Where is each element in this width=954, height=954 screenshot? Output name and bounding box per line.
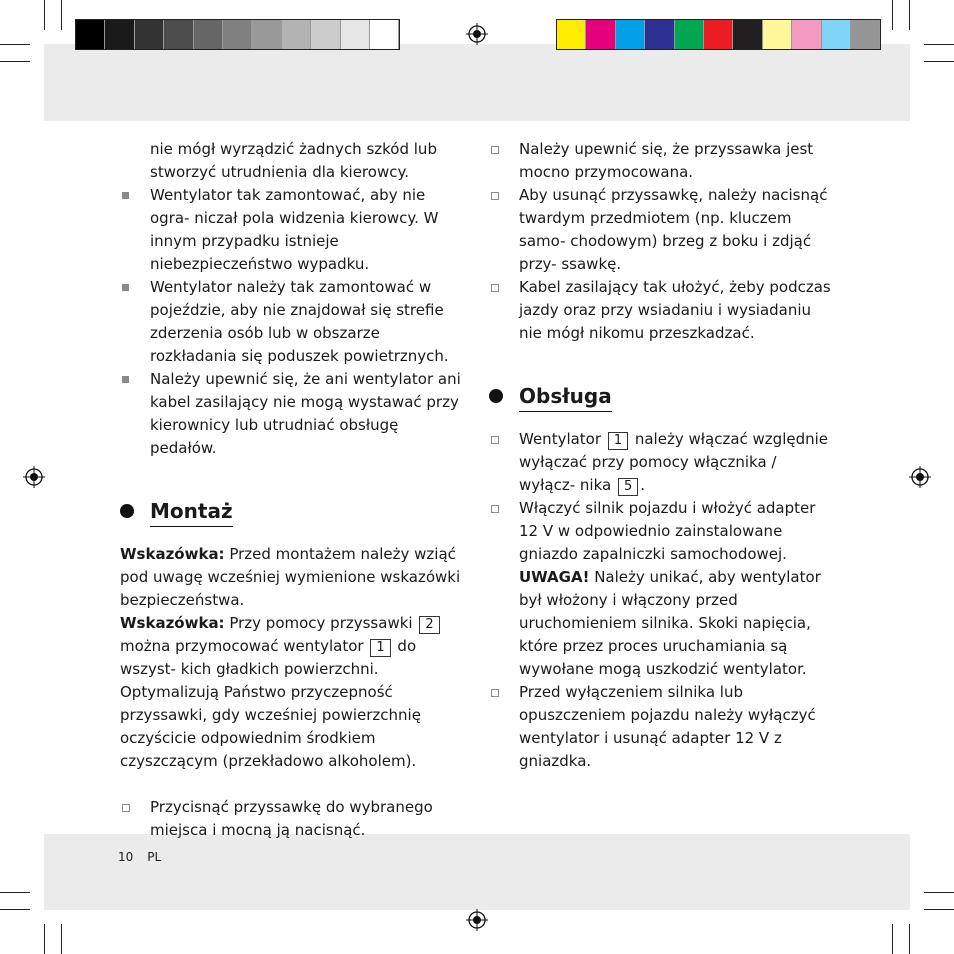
- list-item-text: należy włączać względnie wyłączać przy pomocy włącznika / wyłącz- nika: [519, 430, 829, 494]
- color-swatch: [105, 20, 134, 49]
- right-column: [489, 138, 834, 773]
- color-swatch: [164, 20, 193, 49]
- note-paragraph: [120, 543, 464, 612]
- registration-mark-icon: [466, 23, 488, 45]
- registration-mark-icon: [466, 909, 488, 931]
- heading-text: Montaż: [150, 498, 233, 527]
- heading-bullet-icon: [120, 504, 134, 518]
- checkbox-bullet-icon: [491, 192, 499, 200]
- crop-mark: [892, 0, 893, 30]
- part-reference-badge: 1: [370, 639, 390, 657]
- color-swatch: [704, 20, 733, 49]
- color-swatch: [763, 20, 792, 49]
- note-label: Wskazówka:: [120, 614, 225, 632]
- list-item-text: Włączyć silnik pojazdu i włożyć adapter 12 V w odpowiednio zainstalowane gniazdo zapalniczki samochodowej.: [519, 499, 816, 563]
- list-item: [120, 368, 464, 460]
- header-band: [44, 44, 910, 121]
- color-swatch: [341, 20, 370, 49]
- checkbox-bullet-icon: [491, 505, 499, 513]
- color-swatch: [194, 20, 223, 49]
- list-item-text: .: [640, 476, 646, 494]
- part-reference-badge: 5: [618, 478, 638, 496]
- list-item-text: Kabel zasilający tak ułożyć, żeby podczas jazdy oraz przy wsiadaniu i wysiadaniu nie mógł nikomu przeszkadzać.: [519, 278, 831, 342]
- list-item: [489, 681, 834, 773]
- heading-bullet-icon: [489, 389, 503, 403]
- part-reference-badge: 1: [608, 432, 628, 450]
- color-swatch: [76, 20, 105, 49]
- list-item: [489, 184, 834, 276]
- color-swatch: [370, 20, 399, 49]
- crop-mark: [44, 0, 45, 30]
- color-swatch: [223, 20, 252, 49]
- crop-mark: [924, 909, 954, 910]
- warning-text: Należy unikać, aby wentylator był włożony i włączony przed uruchomieniem silnika. Skoki napięcia, które przez proces uruchamiania są wywołane mogą uszkodzić wentylator.: [519, 568, 821, 678]
- crop-mark: [0, 61, 30, 62]
- list-item-text: nie mógł wyrządzić żadnych szkód lub stworzyć utrudnienia dla kierowcy.: [150, 140, 437, 181]
- crop-mark: [61, 924, 62, 954]
- heading-text: Obsługa: [519, 383, 612, 412]
- language-code: PL: [147, 850, 162, 864]
- checkbox-bullet-icon: [491, 284, 499, 292]
- note-text: do wszyst- kich gładkich powierzchni. Optymalizują Państwo przyczepność przyssawki, gdy wcześniej powierzchnię oczyścicie odpowiednim środkiem czyszczącym (przekładowo alkoholem).: [120, 637, 421, 770]
- note-label: Wskazówka:: [120, 545, 225, 563]
- color-swatch: [311, 20, 340, 49]
- color-swatch: [792, 20, 821, 49]
- checkbox-bullet-icon: [491, 146, 499, 154]
- note-text: można przymocować wentylator: [120, 637, 369, 655]
- color-swatch: [586, 20, 615, 49]
- list-item-text: Należy upewnić się, że przyssawka jest mocno przymocowana.: [519, 140, 814, 181]
- cmyk-color-bar: [556, 19, 881, 50]
- footer-band: [44, 834, 910, 910]
- color-swatch: [645, 20, 674, 49]
- crop-mark: [909, 924, 910, 954]
- list-item: [489, 276, 834, 345]
- crop-mark: [44, 924, 45, 954]
- list-item-continued: [120, 138, 464, 184]
- list-item: [120, 184, 464, 276]
- list-item-text: Wentylator: [519, 430, 606, 448]
- crop-mark: [61, 0, 62, 30]
- note-text: Przed montażem należy wziąć pod uwagę wcześniej wymienione wskazówki bezpieczeństwa.: [120, 545, 461, 609]
- color-swatch: [733, 20, 762, 49]
- checkbox-bullet-icon: [491, 689, 499, 697]
- list-item-text: Wentylator tak zamontować, aby nie ogra- niczał pola widzenia kierowcy. W innym przypadku istnieje niebezpieczeństwo wypadku.: [150, 186, 439, 273]
- crop-mark: [0, 892, 30, 893]
- registration-mark-icon: [909, 466, 931, 488]
- list-item: [489, 138, 834, 184]
- part-reference-badge: 2: [419, 616, 439, 634]
- note-paragraph: [120, 612, 464, 773]
- section-heading-montaz: [120, 498, 233, 527]
- square-bullet-icon: [122, 284, 129, 291]
- note-text: Przy pomocy przyssawki: [224, 614, 418, 632]
- color-swatch: [557, 20, 586, 49]
- section-heading-obsluga: [489, 383, 612, 412]
- list-item-text: Wentylator należy tak zamontować w pojeździe, aby nie znajdował się strefie zderzenia osób lub w obszarze rozkładania się poduszek powietrznych.: [150, 278, 449, 365]
- crop-mark: [0, 909, 30, 910]
- page-number: 10: [118, 850, 134, 864]
- color-swatch: [822, 20, 851, 49]
- square-bullet-icon: [122, 192, 129, 199]
- list-item-text: Przed wyłączeniem silnika lub opuszczeniem pojazdu należy wyłączyć wentylator i usunąć adapter 12 V z gniazdka.: [519, 683, 816, 770]
- color-swatch: [252, 20, 281, 49]
- list-item-text: Przycisnąć przyssawkę do wybranego miejsca i mocną ją nacisnąć.: [150, 798, 433, 839]
- list-item: [489, 428, 834, 497]
- checkbox-bullet-icon: [122, 804, 130, 812]
- crop-mark: [0, 44, 30, 45]
- color-swatch: [135, 20, 164, 49]
- list-item-text: Aby usunąć przyssawkę, należy nacisnąć twardym przedmiotem (np. kluczem samo- chodowym) brzeg z boku i zdjąć przy- ssawkę.: [519, 186, 828, 273]
- color-swatch: [282, 20, 311, 49]
- color-swatch: [851, 20, 880, 49]
- crop-mark: [892, 924, 893, 954]
- crop-mark: [924, 44, 954, 45]
- gray-color-bar: [75, 19, 400, 50]
- list-item: [120, 796, 464, 842]
- crop-mark: [909, 0, 910, 30]
- crop-mark: [924, 892, 954, 893]
- crop-mark: [924, 61, 954, 62]
- list-item: [120, 276, 464, 368]
- warning-label: UWAGA!: [519, 568, 590, 586]
- list-item-text: Należy upewnić się, że ani wentylator ani kabel zasilający nie mogą wystawać przy kierownicy lub utrudniać obsługę pedałów.: [150, 370, 461, 457]
- page-footer: [118, 850, 175, 864]
- color-swatch: [675, 20, 704, 49]
- color-swatch: [616, 20, 645, 49]
- registration-mark-icon: [23, 466, 45, 488]
- list-item: [489, 497, 834, 681]
- checkbox-bullet-icon: [491, 436, 499, 444]
- left-column: [120, 138, 464, 842]
- square-bullet-icon: [122, 376, 129, 383]
